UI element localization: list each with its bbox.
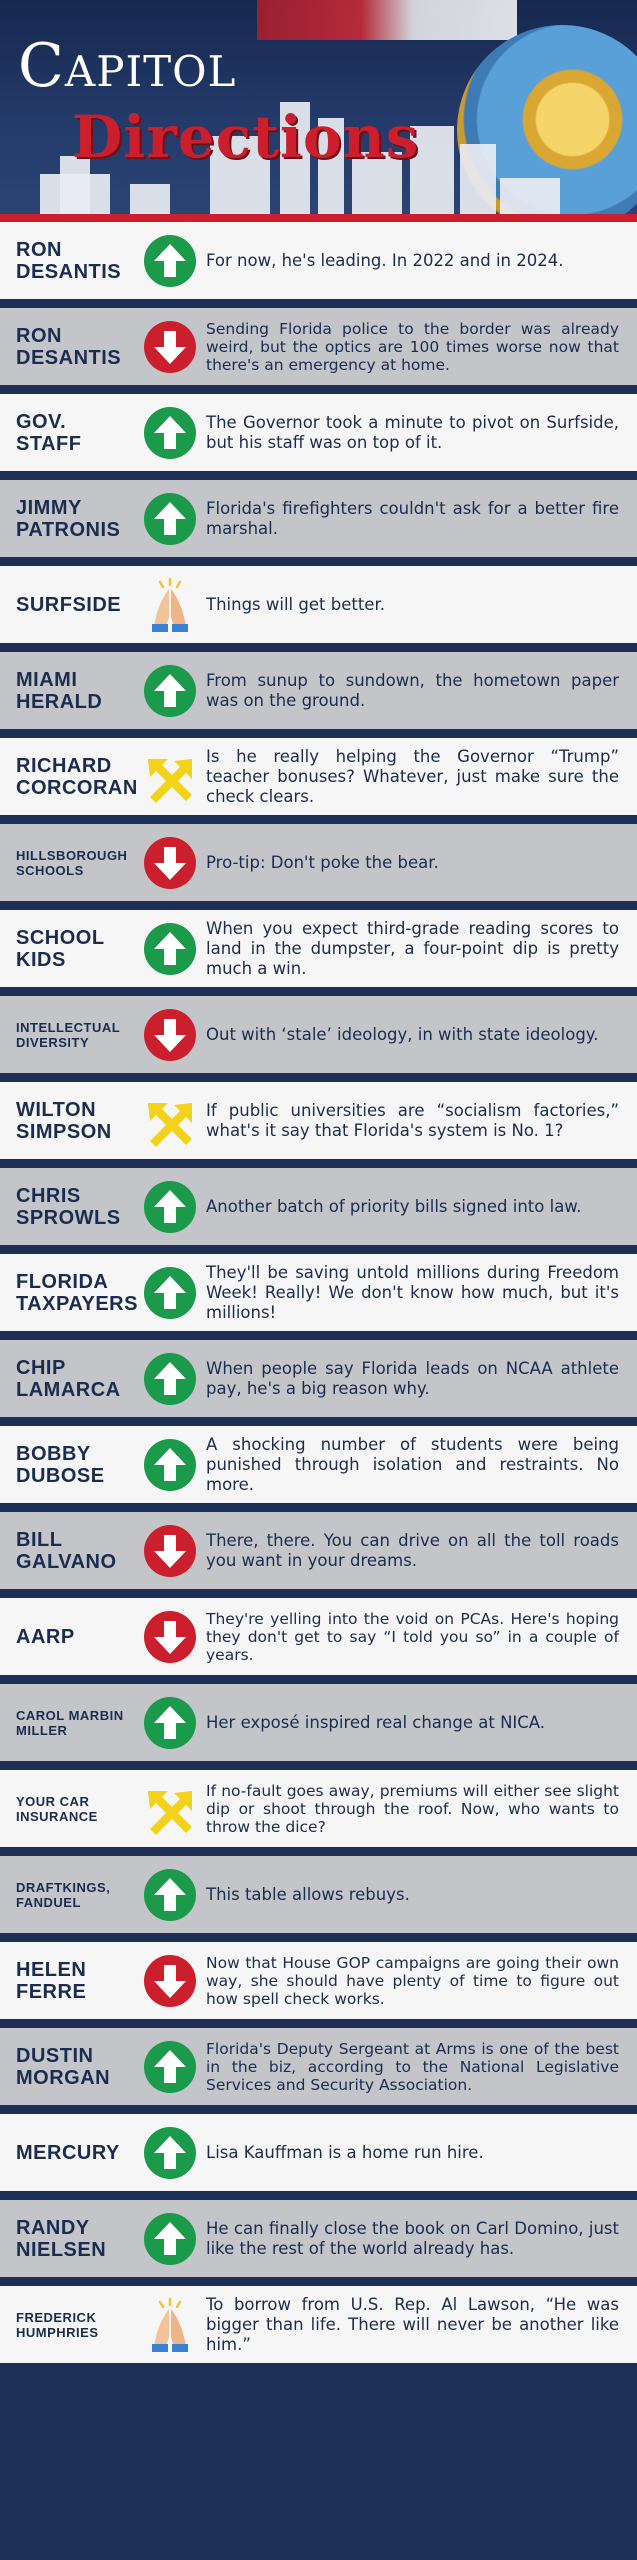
subject-name: MIAMI HERALD [16,668,103,713]
list-item [0,2028,637,2114]
banner-divider [0,214,637,222]
subject-comment: Florida's firefighters couldn't ask for a better fire marshal. [206,498,619,538]
list-item [0,910,637,996]
list-item [0,1684,637,1770]
subject-name: DRAFTKINGS, FANDUEL [16,1879,111,1910]
list-item [0,308,637,394]
arrow-down-icon [134,1523,206,1579]
praying-hands-icon [134,2297,206,2353]
logo-capitol: Capitol [18,31,237,101]
rankings-list [0,222,637,2372]
list-item [0,1426,637,1512]
subject-name: RON DESANTIS [16,238,122,283]
arrow-up-icon [134,405,206,461]
subject-name: WILTON SIMPSON [16,1098,112,1143]
subject-comment: Another batch of priority bills signed into law. [206,1196,582,1216]
subject-name: CHRIS SPROWLS [16,1184,121,1229]
list-item [0,738,637,824]
praying-hands-icon [134,577,206,633]
list-item [0,1770,637,1856]
arrow-down-icon [134,1007,206,1063]
subject-name: RICHARD CORCORAN [16,754,138,799]
subject-name: YOUR CAR INSURANCE [16,1793,98,1824]
subject-comment: Lisa Kauffman is a home run hire. [206,2142,484,2162]
subject-comment: When you expect third-grade reading scores to land in the dumpster, a four-point dip is pretty much a win. [206,918,619,978]
sideways-arrows-icon [134,1093,206,1149]
header-banner [0,0,637,222]
list-item [0,824,637,910]
arrow-up-icon [134,921,206,977]
subject-comment: Things will get better. [206,594,385,614]
subject-name: SURFSIDE [16,593,122,616]
subject-name: INTELLECTUAL DIVERSITY [16,1019,120,1050]
list-item [0,996,637,1082]
subject-name: HILLSBOROUGH SCHOOLS [16,847,128,878]
list-item [0,1856,637,1942]
list-item [0,1168,637,1254]
list-item [0,2114,637,2200]
subject-comment: For now, he's leading. In 2022 and in 2024. [206,250,564,270]
subject-comment: They'll be saving untold millions during Freedom Week! Really! We don't know how much, but it's millions! [206,1262,619,1322]
subject-name: AARP [16,1625,75,1648]
list-item [0,1512,637,1598]
arrow-up-icon [134,491,206,547]
list-item [0,2286,637,2372]
arrow-up-icon [134,1867,206,1923]
list-item [0,1942,637,2028]
subject-comment: Now that House GOP campaigns are going their own way, she should have plenty of time to figure out how spell check works. [206,1953,619,2008]
subject-comment: They're yelling into the void on PCAs. Here's hoping they don't get to say “I told you so” in a couple of years. [206,1609,619,1664]
subject-comment: When people say Florida leads on NCAA athlete pay, he's a big reason why. [206,1358,619,1398]
subject-name: CAROL MARBIN MILLER [16,1707,124,1738]
arrow-up-icon [134,663,206,719]
subject-name: MERCURY [16,2141,120,2164]
subject-name: SCHOOL KIDS [16,926,105,971]
subject-comment: To borrow from U.S. Rep. Al Lawson, “He was bigger than life. There will never be another like him.” [206,2294,619,2354]
arrow-down-icon [134,1953,206,2009]
list-item [0,1254,637,1340]
subject-name: JIMMY PATRONIS [16,496,121,541]
arrow-down-icon [134,1609,206,1665]
subject-comment: Sending Florida police to the border was already weird, but the optics are 100 times worse now that there's an emergency at home. [206,319,619,374]
arrow-up-icon [134,233,206,289]
subject-comment: Is he really helping the Governor “Trump” teacher bonuses? Whatever, just make sure the check clears. [206,746,619,806]
arrow-up-icon [134,1265,206,1321]
subject-comment: Florida's Deputy Sergeant at Arms is one of the best in the biz, according to the National Legislative Services and Security Association. [206,2039,619,2094]
subject-comment: Pro-tip: Don't poke the bear. [206,852,439,872]
subject-comment: Out with ‘stale’ ideology, in with state ideology. [206,1024,599,1044]
subject-name: HELEN FERRE [16,1958,87,2003]
list-item [0,1598,637,1684]
subject-comment: If public universities are “socialism factories,” what's it say that Florida's system is No. 1? [206,1100,619,1140]
arrow-up-icon [134,1695,206,1751]
arrow-up-icon [134,2125,206,2181]
subject-comment: There, there. You can drive on all the toll roads you want in your dreams. [206,1530,619,1570]
subject-name: BILL GALVANO [16,1528,117,1573]
subject-comment: Her exposé inspired real change at NICA. [206,1712,546,1732]
subject-comment: This table allows rebuys. [206,1884,410,1904]
subject-comment: He can finally close the book on Carl Domino, just like the rest of the world already has. [206,2218,619,2258]
list-item [0,394,637,480]
subject-comment: If no-fault goes away, premiums will either see slight dip or shoot through the roof. Now, who wants to throw the dice? [206,1781,619,1836]
arrow-up-icon [134,2039,206,2095]
subject-comment: A shocking number of students were being punished through isolation and restraints. No more. [206,1434,619,1494]
arrow-down-icon [134,319,206,375]
subject-name: FREDERICK HUMPHRIES [16,2309,99,2340]
subject-name: RON DESANTIS [16,324,122,369]
list-item [0,566,637,652]
subject-name: FLORIDA TAXPAYERS [16,1270,138,1315]
logo-directions: Directions [72,103,420,171]
arrow-up-icon [134,1351,206,1407]
list-item [0,2200,637,2286]
arrow-down-icon [134,835,206,891]
subject-name: RANDY NIELSEN [16,2216,107,2261]
subject-name: BOBBY DUBOSE [16,1442,105,1487]
list-item [0,1082,637,1168]
list-item [0,480,637,566]
list-item [0,222,637,308]
subject-comment: The Governor took a minute to pivot on Surfside, but his staff was on top of it. [206,412,619,452]
list-item [0,1340,637,1426]
subject-comment: From sunup to sundown, the hometown paper was on the ground. [206,670,619,710]
subject-name: DUSTIN MORGAN [16,2044,111,2089]
sideways-arrows-icon [134,1781,206,1837]
sideways-arrows-icon [134,749,206,805]
arrow-up-icon [134,2211,206,2267]
arrow-up-icon [134,1437,206,1493]
flag-graphic [257,0,517,40]
arrow-up-icon [134,1179,206,1235]
list-item [0,652,637,738]
subject-name: GOV. STAFF [16,410,82,455]
subject-name: CHIP LAMARCA [16,1356,121,1401]
